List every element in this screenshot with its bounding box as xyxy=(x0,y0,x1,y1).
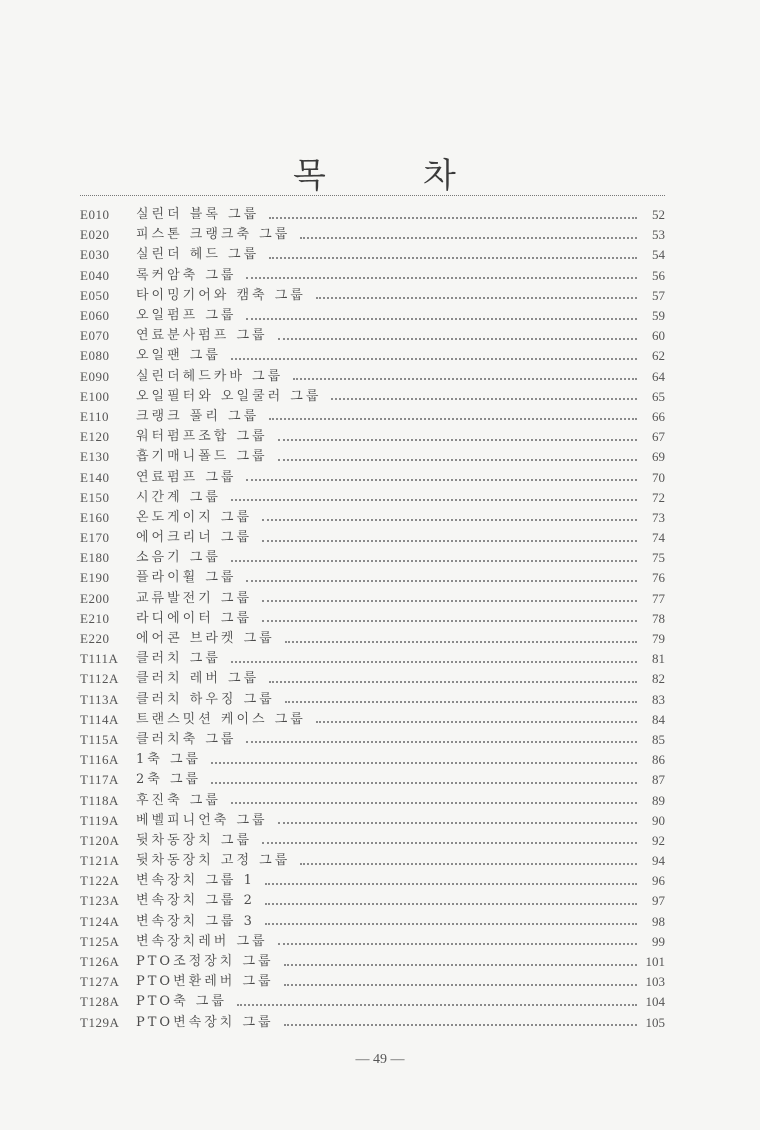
toc-entry xyxy=(80,266,665,286)
toc-entry xyxy=(80,669,665,689)
toc-entry-leader-dots xyxy=(262,841,637,844)
toc-entry-leader-dots xyxy=(262,599,637,602)
toc-entry-label: 흡기매니폴드 그룹 xyxy=(136,449,268,465)
toc-entry-code: E040 xyxy=(80,267,110,283)
toc-entry-code: T120A xyxy=(80,832,120,848)
toc-entry-label: 시간계 그룹 xyxy=(136,489,221,505)
page-number-footer: — 49 — xyxy=(355,1052,405,1067)
toc-entry-page: 98 xyxy=(652,913,665,929)
toc-entry-leader-dots xyxy=(269,680,637,683)
toc-entry-leader-dots xyxy=(316,720,637,723)
toc-entry xyxy=(80,286,665,306)
toc-entry-label: 클러치 그룹 xyxy=(136,651,221,667)
toc-entry xyxy=(80,407,665,427)
toc-entry-code: E210 xyxy=(80,610,110,626)
toc-entry-label: 트랜스밋션 케이스 그룹 xyxy=(136,711,306,727)
toc-entry-code: E190 xyxy=(80,570,110,586)
toc-entry-label: 록커암축 그룹 xyxy=(136,267,237,283)
toc-entry-page: 101 xyxy=(645,954,665,970)
toc-entry-leader-dots xyxy=(284,983,637,986)
toc-entry-label: 온도게이지 그룹 xyxy=(136,509,253,525)
toc-entry-label: 피스톤 크랭크축 그룹 xyxy=(136,227,291,243)
toc-entry-label: 워터펌프조합 그룹 xyxy=(136,429,268,445)
toc-entry-code: E060 xyxy=(80,308,110,324)
toc-entry-page: 59 xyxy=(652,308,665,324)
toc-entry-label: 1축 그룹 xyxy=(136,752,202,768)
toc-entry-leader-dots xyxy=(293,377,637,380)
toc-entry-leader-dots xyxy=(246,317,637,320)
toc-entry-leader-dots xyxy=(262,518,637,521)
toc-entry-page: 66 xyxy=(652,408,665,424)
toc-entry-code: T126A xyxy=(80,954,120,970)
toc-entry-page: 64 xyxy=(652,368,665,384)
table-of-contents xyxy=(80,205,665,1033)
toc-entry xyxy=(80,568,665,588)
toc-entry xyxy=(80,871,665,891)
toc-entry-label: 2축 그룹 xyxy=(136,772,202,788)
toc-entry-label: 변속장치 그룹 2 xyxy=(136,893,255,909)
toc-entry-leader-dots xyxy=(269,256,637,259)
toc-entry-label: 에어크리너 그룹 xyxy=(136,530,253,546)
toc-entry-page: 97 xyxy=(652,893,665,909)
toc-entry-page: 78 xyxy=(652,610,665,626)
toc-entry-page: 57 xyxy=(652,287,665,303)
toc-entry-page: 81 xyxy=(652,651,665,667)
toc-entry-label: 클러치 하우징 그룹 xyxy=(136,691,275,707)
toc-entry-page: 76 xyxy=(652,570,665,586)
toc-entry-page: 73 xyxy=(652,509,665,525)
toc-entry-label: 플라이휠 그룹 xyxy=(136,570,237,586)
toc-entry-page: 67 xyxy=(652,429,665,445)
toc-entry-label: 오일필터와 오일쿨러 그룹 xyxy=(136,388,322,404)
toc-entry xyxy=(80,770,665,790)
toc-entry-label: 후진축 그룹 xyxy=(136,792,221,808)
toc-entry-label: 오일펌프 그룹 xyxy=(136,308,237,324)
toc-entry-code: T127A xyxy=(80,974,120,990)
toc-entry-leader-dots xyxy=(231,801,637,804)
toc-entry-page: 87 xyxy=(652,772,665,788)
toc-entry xyxy=(80,447,665,467)
toc-entry-page: 82 xyxy=(652,671,665,687)
toc-entry-leader-dots xyxy=(269,216,637,219)
toc-entry-leader-dots xyxy=(262,619,637,622)
toc-entry-code: T116A xyxy=(80,752,119,768)
toc-entry-code: T123A xyxy=(80,893,120,909)
toc-entry xyxy=(80,346,665,366)
toc-entry xyxy=(80,508,665,528)
toc-entry-code: E150 xyxy=(80,489,110,505)
toc-entry-label: 실린더헤드카바 그룹 xyxy=(136,368,284,384)
toc-entry-label: 오일팬 그룹 xyxy=(136,348,221,364)
toc-entry-page: 62 xyxy=(652,348,665,364)
toc-entry-code: E130 xyxy=(80,449,110,465)
toc-entry xyxy=(80,225,665,245)
toc-entry-label: 실린더 블록 그룹 xyxy=(136,207,260,223)
toc-entry xyxy=(80,992,665,1012)
toc-entry xyxy=(80,326,665,346)
toc-entry-label: 교류발전기 그룹 xyxy=(136,590,253,606)
toc-entry xyxy=(80,831,665,851)
toc-entry-code: T115A xyxy=(80,731,119,747)
toc-entry xyxy=(80,467,665,487)
toc-entry-leader-dots xyxy=(284,963,637,966)
toc-entry-leader-dots xyxy=(285,640,637,643)
toc-entry-code: E020 xyxy=(80,227,110,243)
toc-entry-leader-dots xyxy=(246,276,637,279)
toc-entry-code: E080 xyxy=(80,348,110,364)
title-divider xyxy=(80,195,665,196)
toc-entry xyxy=(80,710,665,730)
toc-entry-page: 65 xyxy=(652,388,665,404)
toc-entry-page: 77 xyxy=(652,590,665,606)
toc-entry-label: 소음기 그룹 xyxy=(136,550,221,566)
toc-entry xyxy=(80,690,665,710)
toc-entry-leader-dots xyxy=(300,236,637,239)
toc-entry-code: E070 xyxy=(80,328,110,344)
toc-entry xyxy=(80,387,665,407)
toc-entry-code: T129A xyxy=(80,1014,120,1030)
toc-entry-page: 96 xyxy=(652,873,665,889)
toc-entry xyxy=(80,972,665,992)
toc-entry xyxy=(80,891,665,911)
toc-entry-page: 86 xyxy=(652,752,665,768)
toc-entry-code: E100 xyxy=(80,388,110,404)
toc-entry xyxy=(80,528,665,548)
toc-entry-label: 클러치축 그룹 xyxy=(136,731,237,747)
toc-entry-leader-dots xyxy=(278,942,637,945)
toc-entry-leader-dots xyxy=(269,417,637,420)
toc-entry xyxy=(80,1013,665,1033)
toc-entry xyxy=(80,750,665,770)
toc-entry-code: E180 xyxy=(80,550,110,566)
toc-entry-page: 83 xyxy=(652,691,665,707)
toc-entry-leader-dots xyxy=(265,922,637,925)
toc-entry xyxy=(80,548,665,568)
toc-entry xyxy=(80,811,665,831)
toc-entry xyxy=(80,488,665,508)
toc-entry xyxy=(80,932,665,952)
toc-entry-leader-dots xyxy=(211,761,637,764)
toc-entry xyxy=(80,589,665,609)
toc-entry-label: 변속장치 그룹 3 xyxy=(136,913,255,929)
toc-entry-code: T118A xyxy=(80,792,119,808)
toc-entry-code: E140 xyxy=(80,469,110,485)
toc-entry xyxy=(80,205,665,225)
toc-entry-code: T117A xyxy=(80,772,119,788)
toc-entry-code: T125A xyxy=(80,933,120,949)
toc-entry xyxy=(80,427,665,447)
toc-entry-code: T121A xyxy=(80,853,120,869)
toc-entry xyxy=(80,851,665,871)
toc-entry-code: T113A xyxy=(80,691,119,707)
toc-entry-leader-dots xyxy=(278,821,637,824)
toc-entry-leader-dots xyxy=(278,337,637,340)
toc-entry-page: 69 xyxy=(652,449,665,465)
toc-entry-page: 72 xyxy=(652,489,665,505)
toc-entry-leader-dots xyxy=(237,1003,637,1006)
toc-entry xyxy=(80,952,665,972)
toc-entry-page: 94 xyxy=(652,853,665,869)
toc-entry-page: 56 xyxy=(652,267,665,283)
toc-entry-label: 클러치 레버 그룹 xyxy=(136,671,260,687)
toc-entry xyxy=(80,790,665,810)
toc-entry-code: T122A xyxy=(80,873,120,889)
toc-entry-page: 75 xyxy=(652,550,665,566)
toc-entry-leader-dots xyxy=(231,559,637,562)
toc-entry-leader-dots xyxy=(278,438,637,441)
toc-entry-code: E030 xyxy=(80,247,110,263)
toc-entry-code: T119A xyxy=(80,812,119,828)
toc-entry-code: E120 xyxy=(80,429,110,445)
toc-entry-page: 52 xyxy=(652,207,665,223)
toc-entry-leader-dots xyxy=(211,781,637,784)
toc-entry xyxy=(80,367,665,387)
toc-entry xyxy=(80,245,665,265)
toc-entry-label: 연료펌프 그룹 xyxy=(136,469,237,485)
toc-entry-page: 84 xyxy=(652,711,665,727)
toc-entry-code: T114A xyxy=(80,711,119,727)
toc-entry-label: 뒷차동장치 고정 그룹 xyxy=(136,853,291,869)
toc-entry-leader-dots xyxy=(246,740,637,743)
toc-entry-leader-dots xyxy=(265,882,637,885)
toc-entry-leader-dots xyxy=(285,700,637,703)
toc-entry-leader-dots xyxy=(331,397,637,400)
toc-entry-leader-dots xyxy=(265,902,637,905)
toc-entry-leader-dots xyxy=(231,660,637,663)
toc-entry-code: E010 xyxy=(80,207,110,223)
toc-entry-label: PTO변속장치 그룹 xyxy=(136,1014,274,1030)
toc-entry-page: 89 xyxy=(652,792,665,808)
toc-entry-page: 60 xyxy=(652,328,665,344)
toc-entry-code: E200 xyxy=(80,590,110,606)
toc-entry-leader-dots xyxy=(262,539,637,542)
toc-entry-page: 85 xyxy=(652,731,665,747)
title-char-1: 목 xyxy=(293,156,326,196)
toc-entry-label: 크랭크 풀리 그룹 xyxy=(136,408,260,424)
toc-entry-leader-dots xyxy=(316,296,637,299)
toc-entry-code: E160 xyxy=(80,509,110,525)
toc-entry xyxy=(80,306,665,326)
toc-entry-label: 변속장치 그룹 1 xyxy=(136,873,255,889)
toc-entry-leader-dots xyxy=(246,579,637,582)
toc-entry-page: 70 xyxy=(652,469,665,485)
toc-entry-label: PTO조정장치 그룹 xyxy=(136,954,274,970)
toc-entry-label: 변속장치레버 그룹 xyxy=(136,933,268,949)
toc-entry-label: 에어콘 브라켓 그룹 xyxy=(136,631,275,647)
toc-entry-page: 54 xyxy=(652,247,665,263)
toc-entry-page: 103 xyxy=(645,974,665,990)
toc-entry-label: 베벨피니언축 그룹 xyxy=(136,812,268,828)
toc-entry-page: 90 xyxy=(652,812,665,828)
toc-entry-leader-dots xyxy=(278,458,637,461)
toc-entry-code: T112A xyxy=(80,671,119,687)
toc-entry-code: E220 xyxy=(80,631,110,647)
toc-entry-page: 74 xyxy=(652,530,665,546)
title-char-2: 차 xyxy=(423,156,456,196)
toc-entry-code: T124A xyxy=(80,913,120,929)
toc-entry xyxy=(80,649,665,669)
toc-entry-label: 뒷차동장치 그룹 xyxy=(136,832,253,848)
toc-entry-leader-dots xyxy=(284,1023,637,1026)
toc-entry-label: 연료분사펌프 그룹 xyxy=(136,328,268,344)
toc-entry-page: 53 xyxy=(652,227,665,243)
toc-entry-label: PTO변환레버 그룹 xyxy=(136,974,274,990)
toc-entry xyxy=(80,912,665,932)
toc-entry-code: E090 xyxy=(80,368,110,384)
toc-entry-code: T128A xyxy=(80,994,120,1010)
toc-entry-page: 104 xyxy=(645,994,665,1010)
toc-entry-leader-dots xyxy=(231,498,637,501)
toc-entry-page: 79 xyxy=(652,631,665,647)
toc-entry-code: T111A xyxy=(80,651,119,667)
toc-entry-page: 92 xyxy=(652,832,665,848)
toc-entry-code: E050 xyxy=(80,287,110,303)
toc-entry xyxy=(80,730,665,750)
toc-entry-code: E170 xyxy=(80,530,110,546)
toc-entry-leader-dots xyxy=(246,478,637,481)
toc-entry xyxy=(80,609,665,629)
toc-entry-code: E110 xyxy=(80,408,109,424)
toc-entry-label: PTO축 그룹 xyxy=(136,994,227,1010)
toc-entry-page: 105 xyxy=(645,1014,665,1030)
toc-entry-label: 라디에이터 그룹 xyxy=(136,610,253,626)
toc-entry xyxy=(80,629,665,649)
toc-entry-page: 99 xyxy=(652,933,665,949)
toc-entry-label: 실린더 헤드 그룹 xyxy=(136,247,260,263)
toc-entry-label: 타이밍기어와 캠축 그룹 xyxy=(136,287,306,303)
toc-entry-leader-dots xyxy=(300,862,637,865)
toc-entry-leader-dots xyxy=(231,357,637,360)
